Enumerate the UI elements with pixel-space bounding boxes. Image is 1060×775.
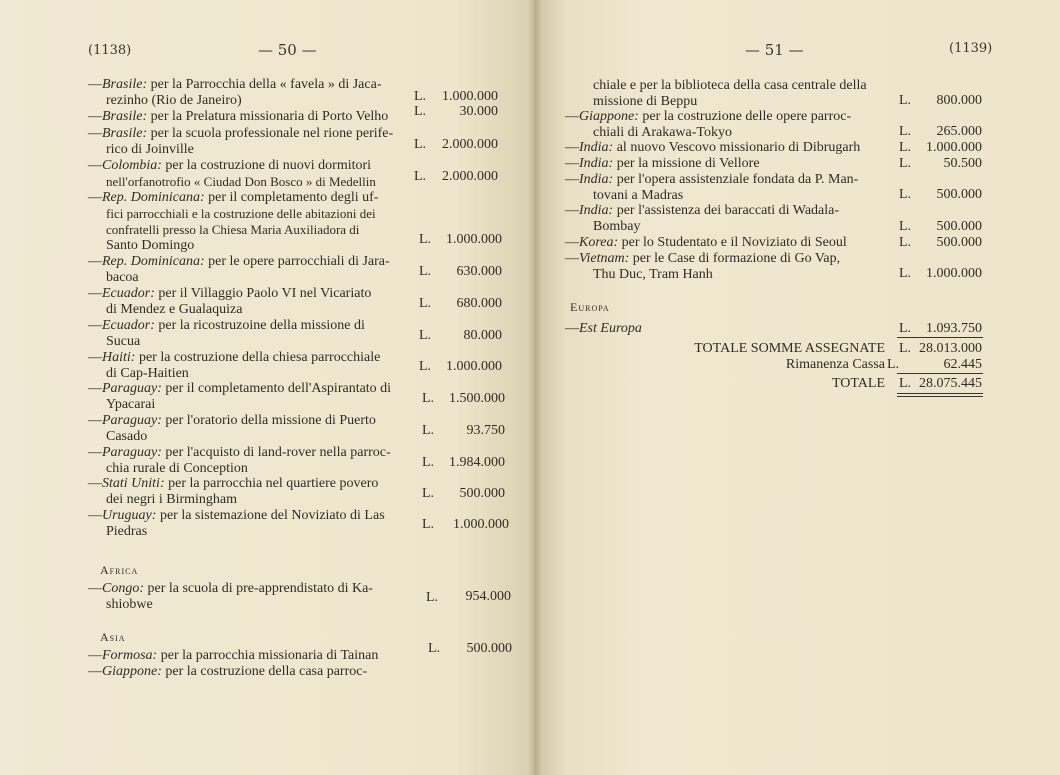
section-europa: Europa <box>570 300 610 314</box>
book-gutter <box>528 0 542 775</box>
grand-total-amount: 28.075.445 <box>919 376 982 391</box>
grand-total-label: TOTALE <box>831 376 885 391</box>
entry-india-dibrugarh: —India: al nuovo Vescovo missionario di Dibrugarh <box>565 140 861 155</box>
total-rule <box>897 373 983 374</box>
entry-paraguay-conception: —Paraguay: per l'acquisto di land-rover nella parroc- chia rurale di Conception <box>88 445 391 476</box>
entry-brasile-favela: —Brasile: per la Parrocchia della « favela » di Jaca- rezinho (Rio de Janeiro) <box>88 77 382 108</box>
entry-stati-uniti: —Stati Uniti: per la parrocchia nel quartiere povero dei negri i Birmingham <box>88 476 379 507</box>
entry-giappone-arakawa: —Giappone: per la costruzione delle opere parroc- chiali di Arakawa-Tokyo <box>565 109 852 140</box>
entry-giappone-beppu-start: —Giappone: per la costruzione della casa parroc- <box>88 664 368 679</box>
entry-haiti: —Haiti: per la costruzione della chiesa parrocchiale di Cap-Haitien <box>88 350 381 381</box>
entry-brasile-porto-velho: —Brasile: per la Prelatura missionaria di Porto Velho <box>88 109 389 124</box>
entry-korea: —Korea: per lo Studentato e il Noviziato di Seoul <box>565 235 847 250</box>
entry-giappone-beppu-cont: chiale e per la biblioteca della casa centrale della missione di Beppu <box>593 78 867 109</box>
left-page-number: — 50 — <box>258 41 317 59</box>
entry-paraguay-puerto-casado: —Paraguay: per l'oratorio della missione di Puerto Casado <box>88 413 376 444</box>
total-assigned-amount: 28.013.000 <box>919 341 982 356</box>
entry-ecuador-sucua: —Ecuador: per la ricostruzoine della missione di Sucua <box>88 318 365 349</box>
entry-brasile-joinville: —Brasile: per la scuola professionale nel rione perife- rico di Joinville <box>88 126 394 157</box>
left-header-code: (1138) <box>88 43 132 58</box>
right-header-code: (1139) <box>949 41 993 56</box>
section-asia: Asia <box>100 630 126 644</box>
entry-rep-dominicana-santo-domingo: —Rep. Dominicana: per il completamento degli uf- fici parrocchiali e la costruzione delle abitazioni dei confratelli presso la Chiesa Maria Auxiliadora di Santo Domingo <box>88 190 379 253</box>
section-africa: Africa <box>100 563 139 577</box>
entry-rep-dominicana-jarabacoa: —Rep. Dominicana: per le opere parrocchiali di Jara- bacoa <box>88 254 390 285</box>
entry-ecuador-paolo-vi: —Ecuador: per il Villaggio Paolo VI nel Vicariato di Mendez e Gualaquiza <box>88 286 372 317</box>
entry-paraguay-ypacarai: —Paraguay: per il completamento dell'Aspirantato di Ypacarai <box>88 381 392 412</box>
entry-uruguay: —Uruguay: per la sistemazione del Noviziato di Las Piedras <box>88 508 385 539</box>
entry-india-bombay: —India: per l'assistenza dei baraccati di Wadala- Bombay <box>565 203 840 234</box>
entry-formosa: —Formosa: per la parrocchia missionaria di Tainan <box>88 648 379 663</box>
right-page: — 51 — (1139) chiale e per la biblioteca della casa centrale della missione di Beppu L. 800.000 —Giappone: per la costruzione delle opere parroc- chiali di Arakawa-Tokyo L. 265.000 —India: al nuovo Vescovo missionario di Dibrugarh L. 1.000.000 —India: per la missione di Vellore L. 50.500 —India: per l'opera assistenziale fondata da P. Man- tovani a Madras L. 500.000 —India: per l'assistenza dei baraccati di Wadala- Bombay L. 500.000 —Korea: per lo Studentato e il Noviziato di Seoul L. 500.000 —Vietnam: per le Case di formazione di Go Vap, Thu Duc, Tram Hanh L. 1.000.000 Europa —Est Europa L. 1.093.750 TOTALE SOMME ASSEGNATE L. 28.013.000 Rimanenza Cassa L. 62.445 TOTALE L. 28.075.445 <box>535 0 1060 775</box>
entry-india-madras: —India: per l'opera assistenziale fondata da P. Man- tovani a Madras <box>565 172 859 203</box>
remainder-label: Rimanenza Cassa <box>785 357 885 372</box>
double-rule-1 <box>897 393 983 394</box>
entry-colombia-medellin: —Colombia: per la costruzione di nuovi dormitori nell'orfanotrofio « Ciudad Don Bosco » di Medellin <box>88 158 376 189</box>
entry-india-vellore: —India: per la missione di Vellore <box>565 156 760 171</box>
total-assigned-label: TOTALE SOMME ASSEGNATE <box>694 341 885 356</box>
left-page: (1138) — 50 — —Brasile: per la Parrocchia della « favela » di Jaca- rezinho (Rio de Janeiro) L. 1.000.000 —Brasile: per la Prelatura missionaria di Porto Velho L. 30.000 —Brasile: per la scuola professionale nel rione perife- rico di Joinville L. 2.000.000 —Colombia: per la costruzione di nuovi dormitori nell'orfanotrofio « Ciudad Don Bosco » di Medellin L. 2.000.000 —Rep. Dominicana: per il completamento degli uf- fici parrocchiali e la costruzione delle abitazioni dei confratelli presso la Chiesa Maria Auxiliadora di Santo Domingo L. 1.000.000 —Rep. Dominicana: per le opere parrocchiali di Jara- bacoa L. 630.000 —Ecuador: per il Villaggio Paolo VI nel Vicariato di Mendez e Gualaquiza L. 680.000 —Ecuador: per la ricostruzoine della missione di Sucua L. 80.000 —Haiti: per la costruzione della chiesa parrocchiale di Cap-Haitien L. 1.000.000 —Paraguay: per il completamento dell'Aspirantato di Ypacarai L. 1.500.000 —Paraguay: per l'oratorio della missione di Puerto Casado L. 93.750 —Paraguay: per l'acquisto di land-rover nella parroc- chia rurale di Conception L. 1.984.000 —Stati Uniti: per la parrocchia nel quartiere povero dei negri i Birmingham L. 500.000 —Uruguay: per la sistemazione del Noviziato di Las Piedras L. 1.000.000 Africa —Congo: per la scuola di pre-apprendistato di Ka- shiobwe L. 954.000 Asia —Formosa: per la parrocchia missionaria di Tainan L. 500.000 —Giappone: per la costruzione della casa parroc- <box>0 0 535 775</box>
right-page-number: — 51 — <box>745 41 804 59</box>
entry-est-europa: —Est Europa <box>565 321 642 336</box>
entry-congo: —Congo: per la scuola di pre-apprendistato di Ka- shiobwe <box>88 581 373 612</box>
entry-vietnam: —Vietnam: per le Case di formazione di Go Vap, Thu Duc, Tram Hanh <box>565 251 841 282</box>
remainder-amount: 62.445 <box>943 357 982 372</box>
subtotal-rule <box>897 337 983 338</box>
double-rule-2 <box>897 396 983 397</box>
